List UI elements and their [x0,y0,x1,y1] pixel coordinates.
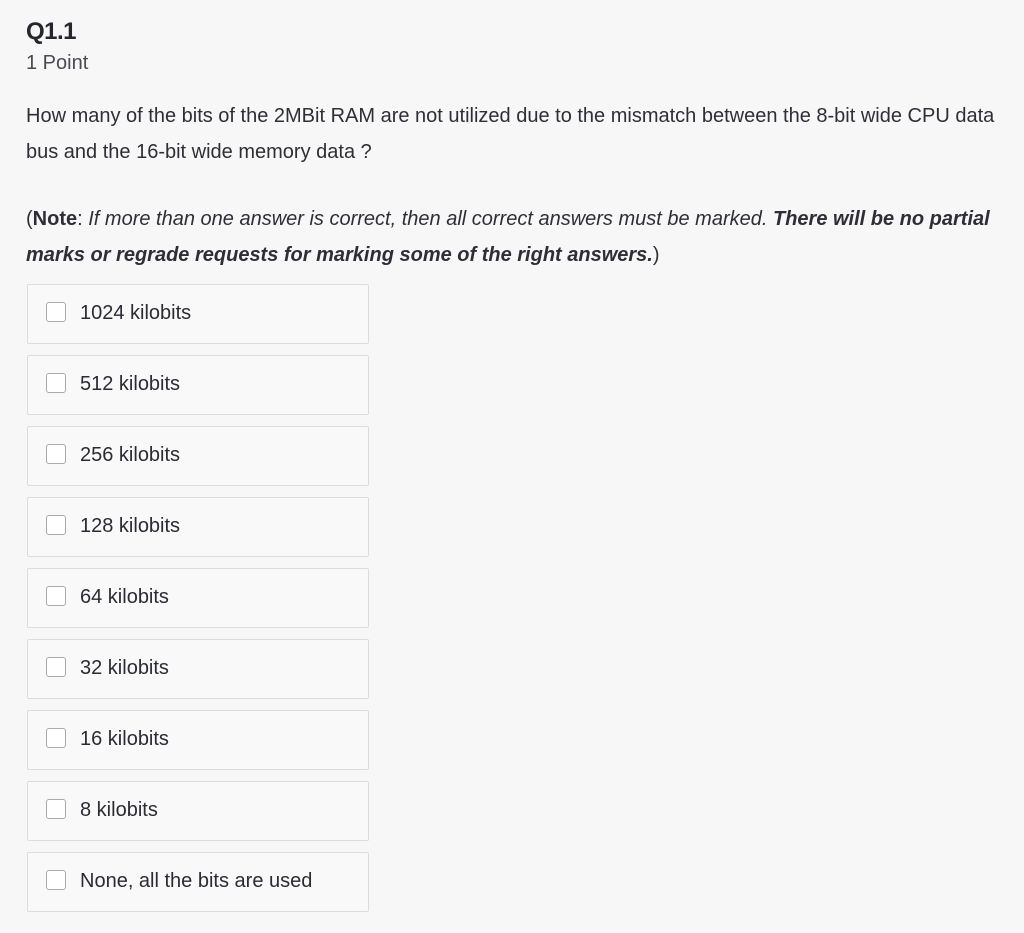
checkbox[interactable] [46,444,66,464]
answer-option-label: 256 kilobits [80,444,181,466]
answer-option-label: 64 kilobits [80,586,169,608]
note-label: Note [32,208,78,230]
answer-option[interactable] [27,426,369,486]
answer-option-label: 16 kilobits [80,728,169,750]
checkbox[interactable] [46,586,66,606]
answer-option-label: 128 kilobits [80,515,181,537]
answer-option[interactable] [27,852,369,912]
checkbox[interactable] [46,799,66,819]
checkbox[interactable] [46,373,66,393]
answer-options [27,284,369,923]
answer-option[interactable] [27,639,369,699]
answer-option[interactable] [27,710,369,770]
checkbox[interactable] [46,515,66,535]
checkbox[interactable] [46,728,66,748]
note-open-paren: ( [26,208,33,230]
answer-option-label: 8 kilobits [80,799,158,821]
checkbox[interactable] [46,657,66,677]
question-note [26,201,1001,273]
checkbox[interactable] [46,870,66,890]
answer-option[interactable] [27,497,369,557]
answer-option[interactable] [27,781,369,841]
answer-option-label: 512 kilobits [80,373,181,395]
answer-option[interactable] [27,284,369,344]
question-title: Q1.1 [26,18,77,45]
answer-option[interactable] [27,568,369,628]
checkbox[interactable] [46,302,66,322]
answer-option[interactable] [27,355,369,415]
question-prompt: How many of the bits of the 2MBit RAM are not utilized due to the mismatch between the 8-bit wide CPU data bus and the 16-bit wide memory data ? [26,105,995,163]
note-instruction: If more than one answer is correct, then all correct answers must be marked. [88,208,768,230]
note-warning: There will be no partial marks or regrade requests for marking some of the right answers. [26,208,990,266]
question-points: 1 Point [26,52,89,74]
answer-option-label: 1024 kilobits [80,302,192,324]
answer-option-label: 32 kilobits [80,657,169,679]
note-colon: : [77,208,89,230]
answer-option-label: None, all the bits are used [80,870,313,892]
note-close-paren: ) [652,244,660,266]
